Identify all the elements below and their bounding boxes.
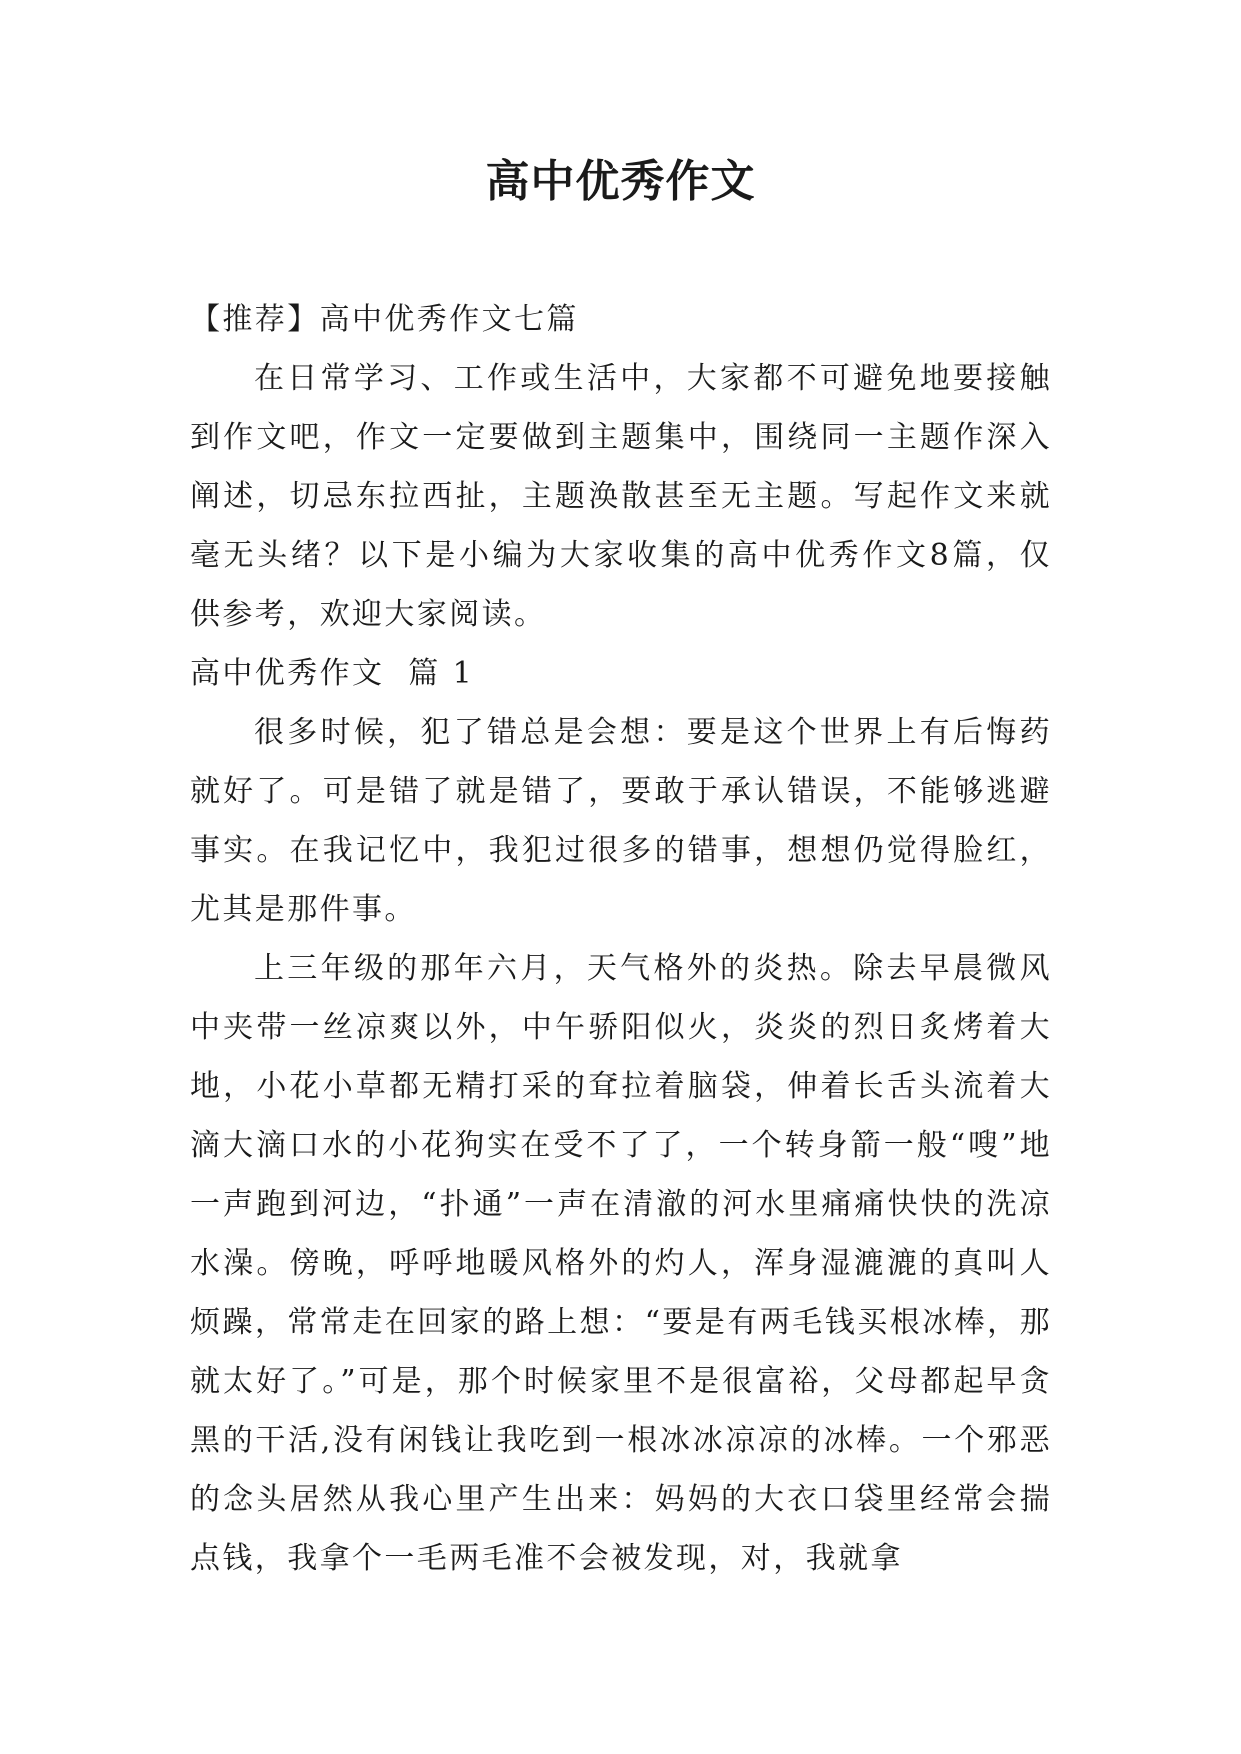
body-paragraph: 很多时候，犯了错总是会想：要是这个世界上有后悔药就好了。可是错了就是错了，要敢于承认错误，不能够逃避事实。在我记忆中，我犯过很多的错事，想想仍觉得脸红，尤其是那件事。 <box>190 715 1052 927</box>
body-paragraph: 上三年级的那年六月，天气格外的炎热。除去早晨微风中夹带一丝凉爽以外，中午骄阳似火，炎炎的烈日炙烤着大地，小花小草都无精打采的耷拉着脑袋，伸着长舌头流着大滴大滴口水的小花狗实在受不了了，一个转身箭一般“嗖”地一声跑到河边，“扑通”一声在清澈的河水里痛痛快快的洗凉水澡。傍晚，呼呼地暖风格外的灼人，浑身湿漉漉的真叫人烦躁，常常走在回家的路上想：“要是有两毛钱买根冰棒，那就太好了。”可是，那个时候家里不是很富裕，父母都起早贪黑的干活,没有闲钱让我吃到一根冰冰凉凉的冰棒。一个邪恶的念头居然从我心里产生出来：妈妈的大衣口袋里经常会揣点钱，我拿个一毛两毛准不会被发现，对，我就拿 <box>190 951 1052 1576</box>
document-title: 高中优秀作文 <box>485 156 756 207</box>
subtitle-line: 【推荐】高中优秀作文七篇 <box>190 302 579 337</box>
intro-paragraph: 在日常学习、工作或生活中，大家都不可避免地要接触到作文吧，作文一定要做到主题集中，围绕同一主题作深入阐述，切忌东拉西扯，主题涣散甚至无主题。写起作文来就毫无头绪？以下是小编为大家收集的高中优秀作文8篇，仅供参考，欢迎大家阅读。 <box>190 361 1052 632</box>
document-body <box>190 290 1052 1588</box>
section-heading: 高中优秀作文 篇 1 <box>190 656 475 691</box>
